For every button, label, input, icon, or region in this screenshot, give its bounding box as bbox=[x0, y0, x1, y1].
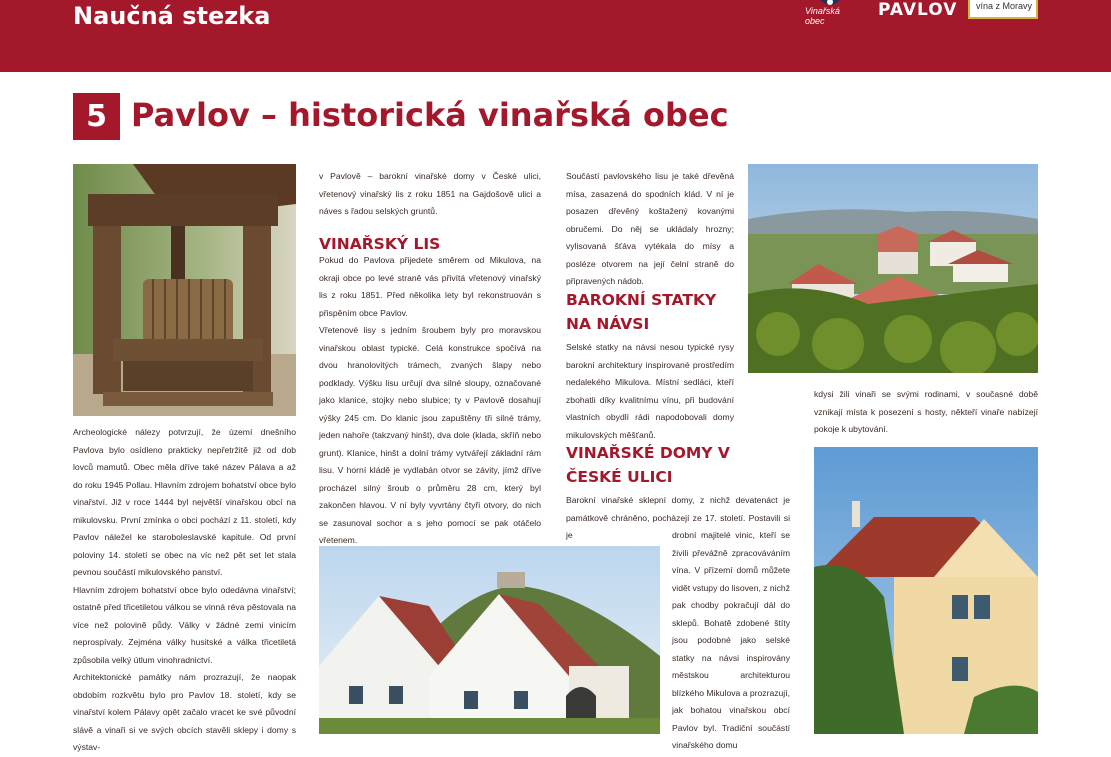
column-3-intro bbox=[566, 168, 734, 291]
vina-z-moravy-label: vína z Moravy bbox=[976, 1, 1033, 11]
header-bar bbox=[0, 0, 1111, 72]
column-4-text bbox=[814, 386, 1038, 439]
heading-vinarske-domy: VINAŘSKÉ DOMY V ČESKÉ ULICI bbox=[566, 444, 730, 486]
column-3-text-2b bbox=[672, 527, 790, 755]
paragraph: Vřetenové lisy s jedním šroubem byly pro moravskou vinařskou oblast typické. Celá konstrukce spočívá na dvou hranolovitých trámech, zvaných šlapy nebo podklady. Výšku lisu určují dva silné sloupy, označované jako klanice, stojky nebo slubice; ty v Pavlově dosahují výšky 245 cm. Do klanic jsou zapuštěny tři silné trámy, jeden nahoře (takzvaný hinšt), dva dole (klada, skříň nebo grunt). Klanice, hinšt a dolní trámy vytvářejí základní rám lisu. V horní kládě je vydlabán otvor se závity, jímž dříve procházel silný šroub o průměru 28 cm, který byl zakončen hlavou. V ní byly vyvrtány čtyři otvory, do nich se zasunoval sochor a s jeho pomocí se pak otáčelo vřetenem. bbox=[319, 325, 541, 545]
paragraph: drobní majitelé vinic, kteří se živili převážně zpracováváním vína. V přízemí domů můžete vidět vstupy do lisoven, z nichž pak chodby pokračují dál do sklepů. Bohatě zdobené štíty jsou podobné jako selské statky na návsi inspirovány městskou architekturou blízkého Mikulova a prozrazují, jak bohatou vinařskou obcí Pavlov byl. Tradiční součástí vinařského domu bbox=[672, 530, 790, 750]
paragraph: Součástí pavlovského lisu je také dřevěná mísa, zasazená do spodních klád. V ní je posazen dřevěný koštažený kovanými obručemi. Do něj se ukládaly hrozny; vylisovaná šťáva vytékala do mísy a posléze otvorem na její čelní straně do připravených nádob. bbox=[566, 171, 734, 286]
paragraph: Selské statky na návsi nesou typické rysy barokní architektury inspirované prostředím nedalekého Mikulova. Místní sedláci, kteří zbohatli díky kvalitnímu vínu, při budování vlastních obydlí rádi napodobovali domy mikulovských měšťanů. bbox=[566, 342, 734, 440]
column-3-text-1 bbox=[566, 339, 734, 444]
column-2-intro bbox=[319, 168, 541, 221]
pavlov-logo-text: PAVLOV bbox=[878, 0, 958, 20]
baroque-houses-photo bbox=[319, 546, 660, 734]
paragraph: v Pavlově – barokní vinařské domy v České ulici, vřetenový vinařský lis z roku 1851 na Gajdošově ulici a náves s řadou selských gruntů. bbox=[319, 171, 541, 216]
paragraph: Architektonické památky nám prozrazují, že naopak obdobím rozkvětu bylo pro Pavlov 18. století, kdy se vinařství kolem Pálavy opět začalo vracet ke své původní slávě a vinaři si ve svých obcích stavěli sklepy i domy s výstav- bbox=[73, 672, 296, 752]
village-panorama-photo bbox=[748, 164, 1038, 373]
yellow-house-photo bbox=[814, 447, 1038, 734]
header-title: Naučná stezka bbox=[73, 2, 271, 30]
column-2-text bbox=[319, 252, 541, 550]
section-number: 5 bbox=[73, 93, 120, 140]
column-1-text bbox=[73, 424, 296, 757]
vinarska-obec-label: Vinařská obec bbox=[805, 6, 840, 26]
heading-vinarsky-lis: VINAŘSKÝ LIS bbox=[319, 235, 441, 253]
paragraph: Barokní vinařské sklepní domy, z nichž devatenáct je památkově chráněno, pocházejí ze 17. století. Postavili si je bbox=[566, 495, 790, 540]
wine-press-photo bbox=[73, 164, 296, 416]
paragraph: Pokud do Pavlova přijedete směrem od Mikulova, na okraji obce po levé straně vás přivítá vřetenový vinařský lis z roku 1851. Před několika lety byl rekonstruován s přispěním obce Pavlov. bbox=[319, 255, 541, 318]
vinarska-obec-logo bbox=[800, 0, 860, 26]
paragraph: Hlavním zdrojem bohatství obce bylo odedávna vinařství; ostatně před třicetiletou válkou se vinná réva pěstovala na více než polovině půdy. Války v žádné zemi vinicím neprospívaly. Zejména války husitské a válka třicetiletá způsobila velký útlum vinohradnictví. bbox=[73, 584, 296, 665]
heading-barokni-statky: BAROKNÍ STATKY NA NÁVSI bbox=[566, 291, 717, 333]
paragraph: kdysi žili vinaři se svými rodinami, v současné době vznikají místa k posezení s hosty, někteří vinaře nabízejí pokoje k ubytování. bbox=[814, 389, 1038, 434]
pavlov-logo bbox=[878, 0, 957, 22]
paragraph: Archeologické nálezy potvrzují, že území dnešního Pavlova bylo osídleno prakticky nepřetržitě již od dob lovců mamutů. Obec měla dříve také název Pálava a až do roku 1945 Pollau. Hlavním zdrojem bohatství obce bylo vinařství. Již v roce 1444 byl největší vinařskou obcí na mikulovsku. První zmínka o obci pochází z 11. století, kdy Pavlov náležel ke staroboleslavské kapitule. Od první poloviny 14. století se obec na víc než pět set let stala pevnou součástí mikulovského panství. bbox=[73, 427, 296, 577]
page-title: Pavlov – historická vinařská obec bbox=[131, 96, 729, 134]
vina-z-moravy-logo bbox=[968, 0, 1038, 19]
